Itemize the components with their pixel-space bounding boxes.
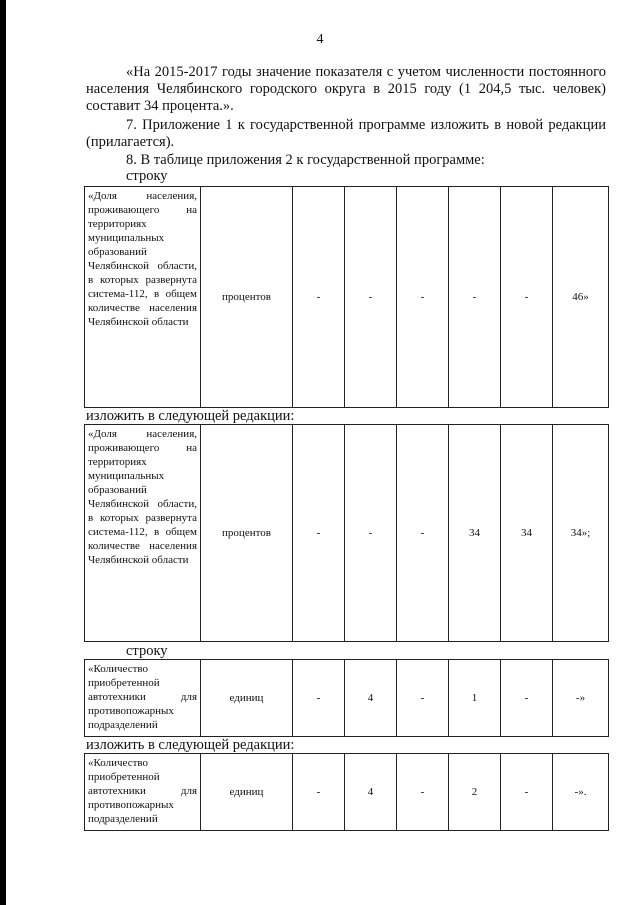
table-cell-value: -: [293, 425, 345, 642]
table-cell-value: -: [397, 754, 449, 831]
table-cell-value: -: [397, 660, 449, 737]
table-cell-value: -: [293, 187, 345, 408]
paragraph-indicator-value: «На 2015-2017 годы значение показателя с учетом численности постоянного населения Челябинского городского округа в 2015 году (1 204,5 тыс. человек) составит 34 процента.».: [86, 64, 606, 114]
table-cell-description: «Количество приобретенной автотехники для противопожарных подразделений: [85, 660, 201, 737]
paragraph-appendix-1: 7. Приложение 1 к государственной программе изложить в новой редакции (прилагается).: [86, 117, 606, 150]
table-cell-value: 2: [449, 754, 501, 831]
table-cell-value: -: [501, 660, 553, 737]
paragraph-appendix-2: 8. В таблице приложения 2 к государственной программе:: [126, 152, 485, 168]
table-cell-unit: единиц: [201, 660, 293, 737]
table-cell-value: -: [345, 187, 397, 408]
table-cell-value: -: [449, 187, 501, 408]
table-cell-unit: процентов: [201, 187, 293, 408]
table-cell-value: -»: [553, 660, 609, 737]
label-replace-2: изложить в следующей редакции:: [86, 737, 295, 753]
table-row-new-1: [84, 424, 609, 642]
table-cell-value: 46»: [553, 187, 609, 408]
table-cell-value: 34: [501, 425, 553, 642]
table-cell-value: 34»;: [553, 425, 609, 642]
table-cell-value: -: [501, 187, 553, 408]
table-cell-value: -: [397, 425, 449, 642]
table-cell-value: 34: [449, 425, 501, 642]
table-cell-value: -».: [553, 754, 609, 831]
scan-edge: [0, 0, 6, 905]
table-cell-unit: единиц: [201, 754, 293, 831]
table-cell-value: -: [345, 425, 397, 642]
page-number: 4: [316, 32, 324, 47]
table-cell-value: 1: [449, 660, 501, 737]
table-cell-value: -: [501, 754, 553, 831]
table-cell-unit: процентов: [201, 425, 293, 642]
table-cell-value: -: [293, 754, 345, 831]
table-row-new-2: [84, 753, 609, 831]
table-cell-value: -: [293, 660, 345, 737]
table-cell-value: 4: [345, 660, 397, 737]
table-cell-description: «Доля населения, проживающего на территориях муниципальных образований Челябинской области, в которых развернута система-112, в общем количестве населения Челябинской области: [85, 187, 201, 408]
label-row-1: строку: [126, 168, 168, 184]
label-row-2: строку: [126, 643, 168, 659]
table-row-original-1: [84, 186, 609, 408]
table-row-original-2: [84, 659, 609, 737]
table-cell-description: «Количество приобретенной автотехники для противопожарных подразделений: [85, 754, 201, 831]
table-cell-value: 4: [345, 754, 397, 831]
table-cell-value: -: [397, 187, 449, 408]
table-cell-description: «Доля населения, проживающего на территориях муниципальных образований Челябинской области, в которых развернута система-112, в общем количестве населения Челябинской области: [85, 425, 201, 642]
label-replace-1: изложить в следующей редакции:: [86, 408, 295, 424]
